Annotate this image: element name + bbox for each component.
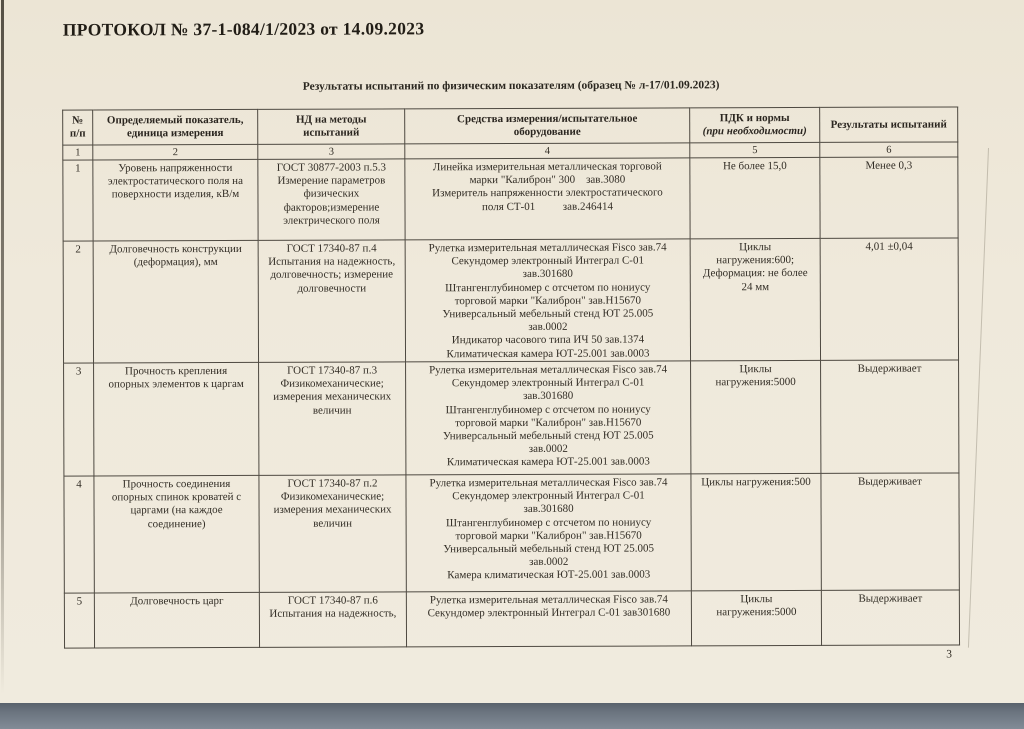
cell-num: 5 — [64, 593, 94, 648]
cell-method: ГОСТ 30877-2003 п.5.3 Измерение параметров физических факторов;измерение электрического поля — [258, 159, 405, 241]
cell-result: Выдерживает — [821, 590, 959, 645]
cell-result: Выдерживает — [821, 360, 959, 473]
col-index: 2 — [93, 144, 258, 160]
cell-num: 4 — [64, 476, 94, 593]
table-row — [64, 360, 959, 476]
table-row — [64, 590, 959, 648]
cell-num: 3 — [64, 363, 94, 476]
col-index: 5 — [690, 142, 820, 157]
table-header-row — [63, 107, 958, 145]
cell-method: ГОСТ 17340-87 п.2 Физикомеханические; измерения механических величин — [259, 475, 406, 593]
col-header-equipment: Средства измерения/испытательное оборудование — [405, 108, 690, 144]
col-index: 3 — [258, 144, 405, 160]
table-row — [64, 473, 959, 593]
scanner-background — [0, 703, 1024, 729]
cell-norm: Циклы нагружения:500 — [691, 473, 821, 590]
cell-indicator: Уровень напряженности электростатического поля на поверхности изделия, кВ/м — [93, 159, 258, 241]
col-index: 1 — [63, 145, 93, 160]
page-number: 3 — [946, 648, 952, 661]
cell-indicator: Прочность соединения опорных спинок кроватей с царгами (на каждое соединение) — [94, 475, 259, 593]
cell-norm: Циклы нагружения:600; Деформация: не более 24 мм — [690, 238, 820, 360]
cell-norm: Циклы нагружения:5000 — [691, 590, 821, 645]
table-row — [63, 238, 958, 363]
col-header-norm — [690, 107, 820, 142]
table-row — [63, 157, 958, 241]
cell-equipment: Рулетка измерительная металлическая Fisco зав.74 Секундомер электронный Интеграл С-01 зав301680 — [406, 591, 691, 647]
col-header-norm-title: ПДК и нормы — [719, 112, 790, 125]
cell-result: 4,01 ±0,04 — [820, 238, 958, 360]
cell-indicator: Долговечность царг — [94, 592, 259, 648]
cell-equipment: Линейка измерительная металлическая торговой марки "Калиброн" 300 зав.3080 Измеритель напряженности электростатического поля СТ-01 зав.246414 — [405, 158, 690, 240]
cell-indicator: Прочность крепления опорных элементов к царгам — [94, 362, 259, 476]
cell-equipment: Рулетка измерительная металлическая Fisco зав.74 Секундомер электронный Интеграл С-01 зав.301680 Штангенглубиномер с отсчетом по нониусу торговой марки "Калиброн" зав.Н15670 Универсальный мебельный стенд ЮТ 25.005 зав.0002 Климатическая камера ЮТ-25.001 зав.0003 — [406, 361, 691, 475]
col-header-num: № п/п — [63, 110, 93, 145]
cell-result: Выдерживает — [821, 473, 959, 590]
cell-method: ГОСТ 17340-87 п.3 Физикомеханические; измерения механических величин — [259, 362, 406, 476]
col-header-indicator: Определяемый показатель, единица измерения — [93, 109, 258, 145]
col-header-norm-note: (при необходимости) — [702, 124, 807, 138]
cell-num: 2 — [63, 241, 93, 363]
cell-equipment: Рулетка измерительная металлическая Fisco зав.74 Секундомер электронный Интеграл С-01 зав.301680 Штангенглубиномер с отсчетом по нониусу торговой марки "Калиброн" зав.Н15670 Универсальный мебельный стенд ЮТ 25.005 зав.0002 Индикатор часового типа ИЧ 50 зав.1374 Климатическая камера ЮТ-25.001 зав.0003 — [405, 239, 690, 362]
cell-norm: Не более 15,0 — [690, 157, 820, 238]
cell-result: Менее 0,3 — [820, 157, 958, 238]
cell-norm: Циклы нагружения:5000 — [691, 360, 821, 473]
cell-indicator: Долговечность конструкции (деформация), мм — [93, 240, 258, 363]
table-caption: Результаты испытаний по физическим показателям (образец № л-17/01.09.2023) — [302, 79, 720, 93]
col-index: 4 — [405, 143, 690, 159]
cell-equipment: Рулетка измерительная металлическая Fisco зав.74 Секундомер электронный Интеграл С-01 зав.301680 Штангенглубиномер с отсчетом по нониусу торговой марки "Калиброн" зав.Н15670 Универсальный мебельный стенд ЮТ 25.005 зав.0002 Камера климатическая ЮТ-25.001 зав.0003 — [406, 474, 691, 592]
results-table — [62, 106, 960, 648]
cell-method: ГОСТ 17340-87 п.6 Испытания на надежность, — [259, 592, 406, 648]
col-index: 6 — [820, 142, 958, 157]
page-title: ПРОТОКОЛ № 37-1-084/1/2023 от 14.09.2023 — [62, 18, 425, 40]
col-header-method: НД на методы испытаний — [258, 109, 405, 145]
cell-method: ГОСТ 17340-87 п.4 Испытания на надежность, долговечность; измерение долговечности — [258, 240, 405, 363]
cell-num: 1 — [63, 160, 93, 241]
paper-edge-shadow — [1, 0, 4, 694]
col-header-result: Результаты испытаний — [820, 107, 958, 142]
